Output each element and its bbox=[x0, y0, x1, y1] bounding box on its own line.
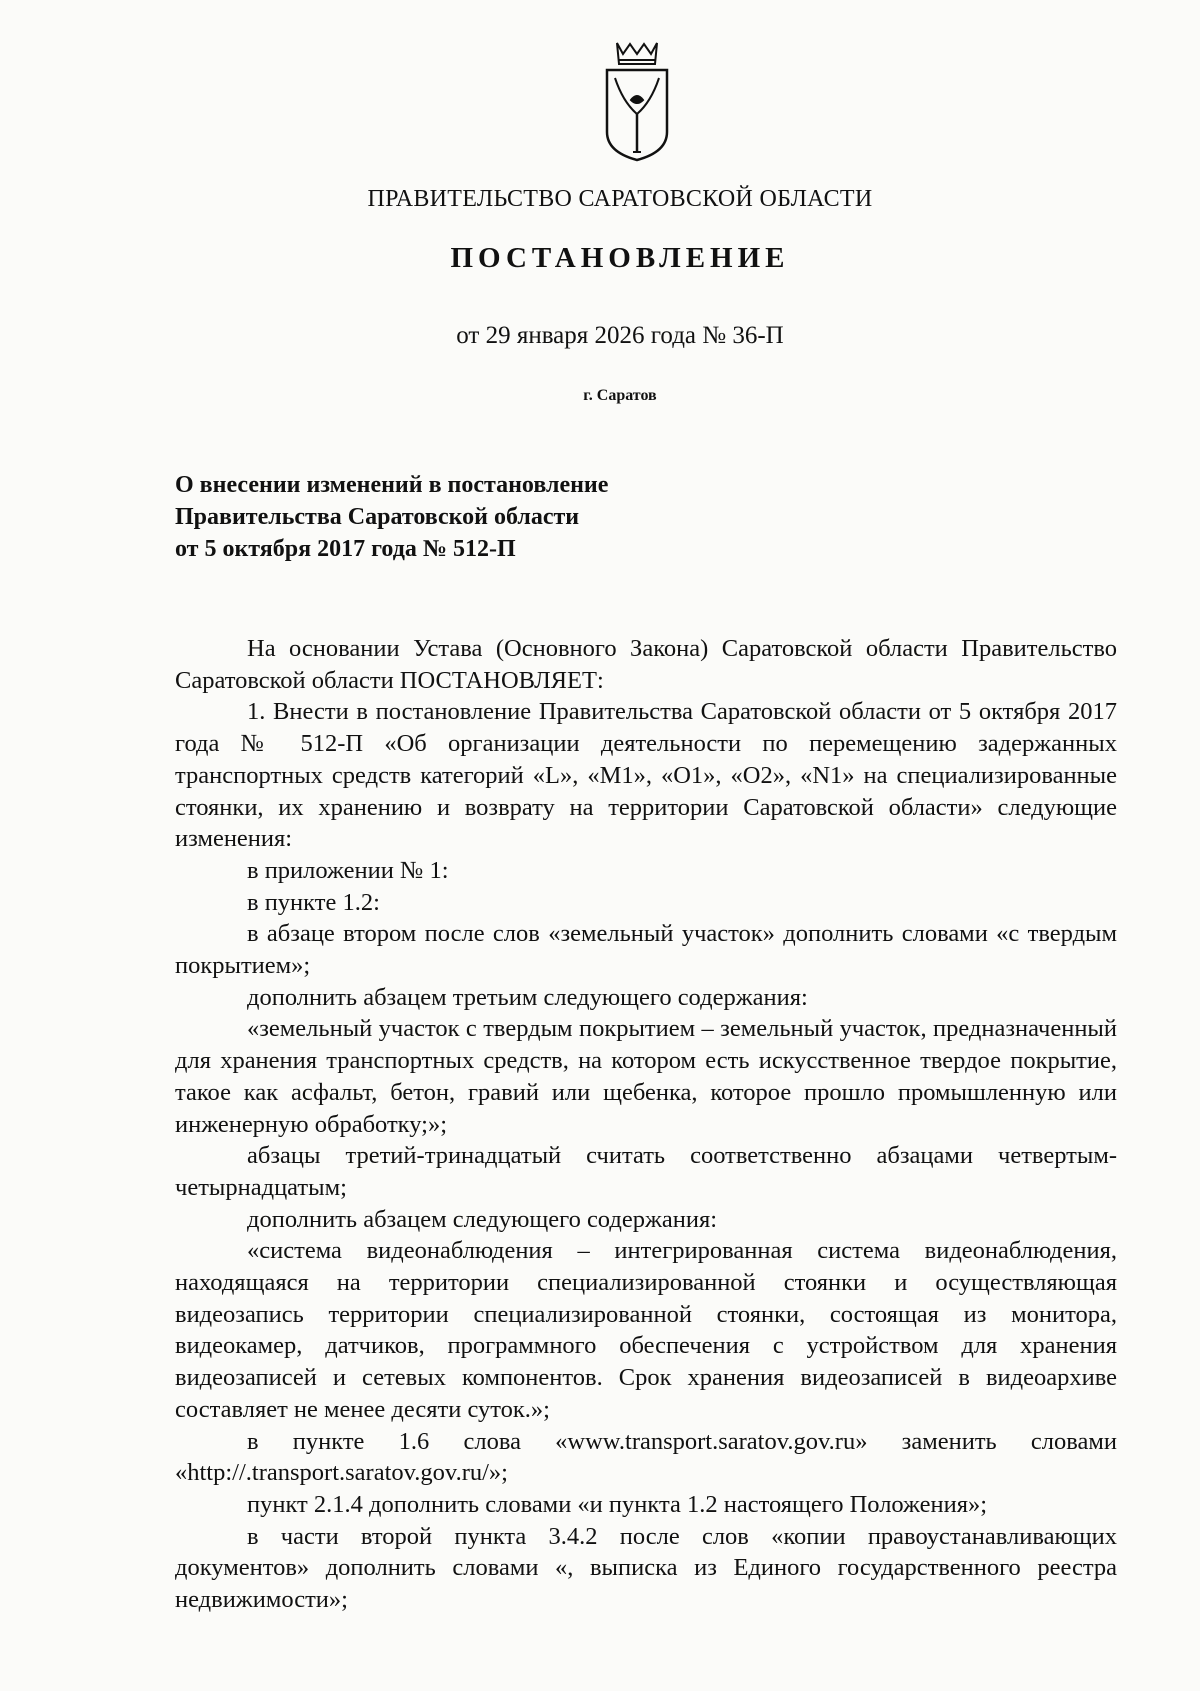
body-paragraph: в пункте 1.6 слова «www.transport.saratov.gov.ru» заменить словами «http://.transport.saratov.gov.ru/»; bbox=[175, 1427, 1117, 1487]
body-paragraph: в абзаце втором после слов «земельный участок» дополнить словами «с твердым покрытием»; bbox=[175, 920, 1117, 980]
body-paragraph: дополнить абзацем третьим следующего содержания: bbox=[247, 983, 808, 1011]
body-paragraph: в приложении № 1: bbox=[247, 856, 449, 884]
body-paragraph: абзацы третий-тринадцатый считать соответственно абзацами четвертым-четырнадцатым; bbox=[175, 1142, 1117, 1201]
subject-line: Правительства Саратовской области bbox=[175, 504, 580, 530]
document-date-number: от 29 января 2026 года № 36-П bbox=[456, 322, 784, 349]
body-paragraph: в части второй пункта 3.4.2 после слов «копии правоустанавливающих документов» дополнить словами «, выписка из Единого государственного реестра недвижимости»; bbox=[175, 1522, 1117, 1614]
body-paragraph: дополнить абзацем следующего содержания: bbox=[247, 1205, 718, 1233]
document-city: г. Саратов bbox=[583, 387, 657, 404]
government-name: ПРАВИТЕЛЬСТВО САРАТОВСКОЙ ОБЛАСТИ bbox=[367, 186, 873, 212]
body-paragraph: пункт 2.1.4 дополнить словами «и пункта 1.2 настоящего Положения»; bbox=[247, 1490, 988, 1518]
document-body bbox=[175, 633, 1117, 1616]
coat-of-arms-emblem bbox=[603, 40, 671, 166]
body-paragraph: «система видеонаблюдения – интегрированная система видеонаблюдения, находящаяся на территории специализированной стоянки и осуществляющая видеозапись территории специализированной стоянки, состоящая из монитора, видеокамер, датчиков, программного обеспечения с устройством для хранения видеозаписей и сетевых компонентов. Срок хранения видеозаписей в видеоархиве составляет не менее десяти суток.»; bbox=[175, 1237, 1117, 1423]
body-paragraph: На основании Устава (Основного Закона) Саратовской области Правительство Саратовской области ПОСТАНОВЛЯЕТ: bbox=[175, 635, 1117, 694]
document-subject bbox=[175, 469, 775, 565]
subject-line: от 5 октября 2017 года № 512-П bbox=[175, 536, 516, 562]
body-paragraph: в пункте 1.2: bbox=[247, 888, 380, 916]
body-paragraph: 1. Внести в постановление Правительства Саратовской области от 5 октября 2017 года № 512-П «Об организации деятельности по перемещению задержанных транспортных средств категорий «L», «M1», «O1», «O2», «N1» на специализированные стоянки, их хранению и возврату на территории Саратовской области» следующие изменения: bbox=[175, 698, 1117, 853]
body-paragraph: «земельный участок с твердым покрытием – земельный участок, предназначенный для хранения транспортных средств, на котором есть искусственное твердое покрытие, такое как асфальт, бетон, гравий или щебенка, которое прошло промышленную или инженерную обработку;»; bbox=[175, 1015, 1117, 1138]
document-type-title: ПОСТАНОВЛЕНИЕ bbox=[450, 242, 790, 274]
subject-line: О внесении изменений в постановление bbox=[175, 472, 609, 498]
